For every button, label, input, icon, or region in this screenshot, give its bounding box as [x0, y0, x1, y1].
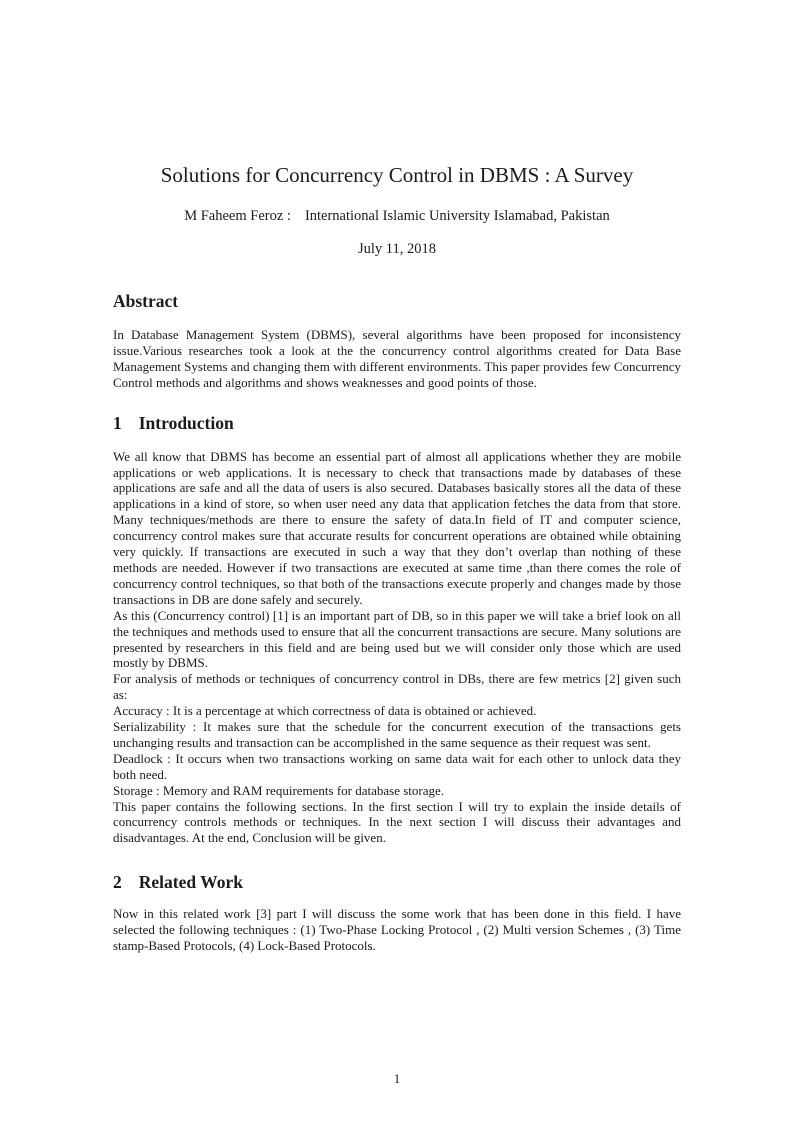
paragraph-metric-accuracy: Accuracy : It is a percentage at which correctness of data is obtained or achieved.	[113, 703, 537, 719]
section-heading-related-work	[113, 872, 681, 893]
author-name: M Faheem Feroz :	[184, 208, 291, 224]
section-number: 2	[113, 872, 122, 893]
page-content	[113, 0, 681, 954]
section-number: 1	[113, 412, 122, 433]
paragraph: We all know that DBMS has become an essential part of almost all applications whether they are mobile applications or web applications. It is necessary to check that transactions made by databases of these applications are safe and all the data of users is also secured. Databases basically stores all the data of these applications in a kind of store, so when user need any data that application fetches the data from that store. Many techniques/methods are there to ensure the safety of data.In field of IT and computer science, concurrency control makes sure that accurate results for concurrent operations are obtained while obtaining very quickly. If transactions are executed in such a way that they don’t overlap than nothing of these methods are needed. However if two transactions are executed at same time ,than there comes the role of concurrency control techniques, so that both of the transactions execute properly and changes made by those transactions in DB are done safely and securely.	[113, 448, 681, 607]
author-line	[113, 208, 681, 225]
author-affiliation: International Islamic University Islamabad, Pakistan	[304, 208, 610, 224]
paragraph: This paper contains the following sections. In the first section I will try to explain the inside details of concurrency controls methods or techniques. In the next section I will discuss their advantages and disadvantages. At the end, Conclusion will be given.	[113, 798, 681, 846]
paragraph-metric-serializability: Serializability : It makes sure that the schedule for the concurrent execution of the transactions gets unchanging results and transaction can be accomplished in the same sequence as their request was sent.	[113, 719, 681, 750]
page-number: 1	[393, 1071, 401, 1086]
paragraph: For analysis of methods or techniques of concurrency control in DBs, there are few metrics [2] given such as:	[113, 671, 681, 703]
section-title: Introduction	[138, 412, 234, 433]
paragraph: Now in this related work [3] part I will discuss the some work that has been done in this field. I have selected the following techniques : (1) Two-Phase Locking Protocol , (2) Multi version Schemes , (3) Time stamp-Based Protocols, (4) Lock-Based Protocols.	[113, 906, 681, 954]
paper-title: Solutions for Concurrency Control in DBMS : A Survey	[160, 163, 634, 187]
section-title: Related Work	[138, 872, 243, 893]
paper-date: July 11, 2018	[357, 241, 436, 257]
paragraph: As this (Concurrency control) [1] is an important part of DB, so in this paper we will take a brief look on all the techniques and methods used to ensure that all the concurrent transactions are secure. Many solutions are presented by researchers in this field and are being used but we will consider only those which are used mostly by DBMS.	[113, 607, 681, 671]
abstract-heading: Abstract	[113, 291, 179, 311]
paragraph-metric-deadlock: Deadlock : It occurs when two transactions working on same data wait for each other to unlock data they both need.	[113, 750, 681, 782]
section-heading-introduction	[113, 413, 681, 434]
abstract-text: In Database Management System (DBMS), several algorithms have been proposed for inconsistency issue.Various researches took a look at the the concurrency control algorithms created for Data Base Management Systems and changing them with different environments. This paper provides few Concurrency Control methods and algorithms and shows weaknesses and good points of those.	[113, 327, 681, 390]
paragraph-metric-storage: Storage : Memory and RAM requirements for database storage.	[113, 782, 445, 798]
